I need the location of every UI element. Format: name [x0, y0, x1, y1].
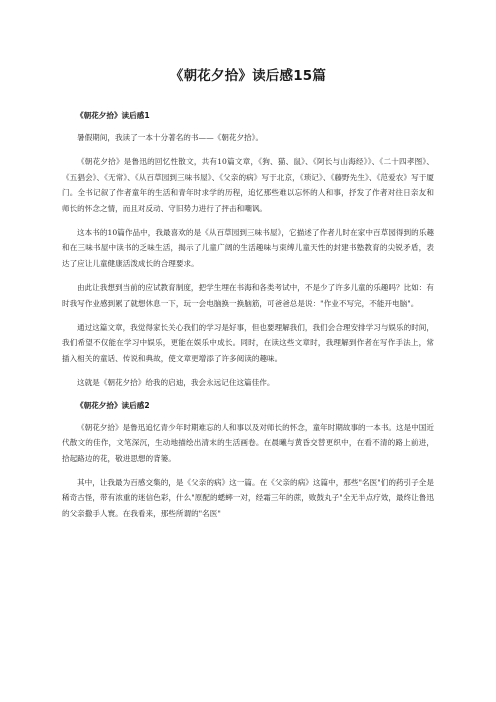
paragraph: 通过这篇文章，我觉得家长关心我们的学习是好事，但也要理解我们，我们会合理安排学习与娱乐的时间，我们希望不仅能在学习中娱乐，更能在娱乐中成长。同时，在读这些文章时，我理解到作者在写作手法上，常插入相关的童话、传说和典故，使文章更增添了许多阅读的趣味。	[62, 323, 434, 363]
essay-section-2	[62, 400, 434, 521]
paragraph: 《朝花夕拾》是鲁迅追忆青少年时期难忘的人和事以及对师长的怀念，童年时期故事的一本书。这是中国近代散文的佳作，文笔深沉，生动地描绘出清末的生活画卷。在晨曦与黄昏交替更织中，在看不清的路上前进，拾起路边的花，敬进思想的背篓。	[62, 422, 434, 463]
essay-section-1	[62, 110, 434, 391]
paragraph: 《朝花夕拾》是鲁迅的回忆性散文，共有10篇文章，《狗、猫、鼠》、《阿长与山海经》》、《二十四孝图》、《五猖会》、《无常》、《从百草园到三味书屋》、《父亲的病》写于北京，《琐记》、《藤野先生》、《范爱农》写于厦门。全书记叙了作者童年的生活和青年时求学的历程，追忆那些难以忘怀的人和事，抒发了作者对往日亲友和师长的怀念之情，而且对反动、守旧势力进行了抨击和嘲讽。	[62, 157, 434, 213]
section-heading: 《朝花夕拾》读后感2	[76, 400, 150, 410]
paragraph: 其中，让我最为百感交集的，是《父亲的病》这一篇。在《父亲的病》这篇中，那些"名医"们的药引子全是稀奇古怪，带有浓重的迷信色彩，什么"原配的蟋蟀一对，经霜三年的蔗，败鼓丸子"全无半点疗效，最终让鲁迅的父亲撒手人寰。在我看来，那些所谓的"名医"	[62, 477, 434, 518]
section-heading: 《朝花夕拾》读后感1	[76, 111, 150, 120]
paragraph: 暑假期间，我读了一本十分著名的书——《朝花夕拾》。	[77, 133, 264, 142]
paragraph: 这本书的10篇作品中，我最喜欢的是《从百草园到三味书屋》，它描述了作者儿时在家中百草园得到的乐趣和在三味书屋中读书的乏味生活，揭示了儿童广阔的生活趣味与束缚儿童天性的封建书塾教育的尖锐矛盾，表达了应让儿童健康活泼成长的合理要求。	[62, 228, 434, 268]
paragraph: 由此让我想到当前的应试教育制度，把学生埋在书海和各类考试中，不是少了许多儿童的乐趣吗？比如：有时我写作业感到累了就想休息一下，玩一会电脑换一换脑筋，可爸爸总是说："作业不写完，不能开电脑"。	[62, 283, 434, 308]
document-title: 《朝花夕拾》读后感15篇	[169, 68, 327, 84]
paragraph: 这就是《朝花夕拾》给我的启迪，我会永远记住这篇佳作。	[77, 378, 275, 388]
